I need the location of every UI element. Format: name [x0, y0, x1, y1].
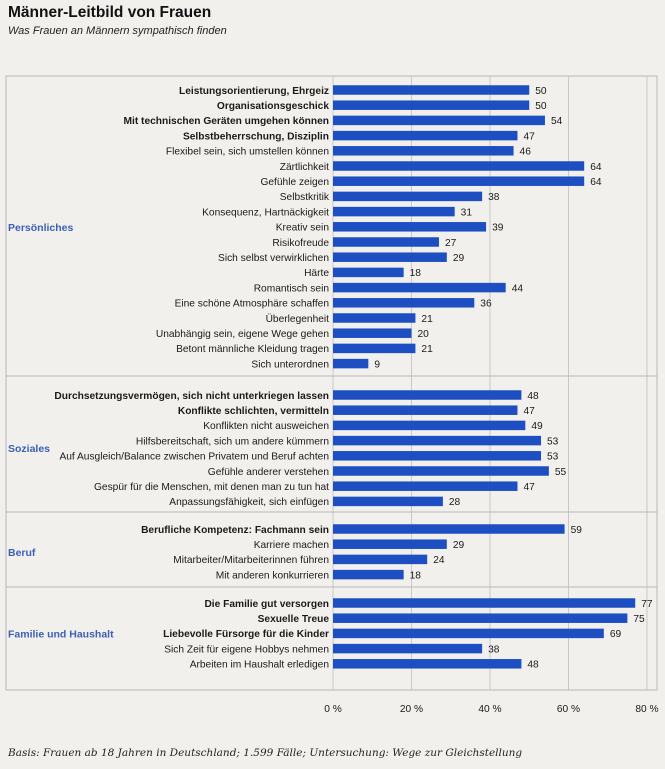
bar: [333, 146, 514, 156]
bar: [333, 421, 525, 431]
group-label: Familie und Haushalt: [8, 628, 114, 641]
bar: [333, 283, 506, 293]
category-label: Karriere machen: [253, 540, 329, 551]
bar: [333, 252, 447, 262]
bar: [333, 598, 635, 608]
value-label: 27: [444, 237, 457, 249]
category-label: Betont männliche Kleidung tragen: [176, 344, 329, 356]
value-label: 50: [535, 85, 547, 97]
category-label: Liebevolle Fürsorge für die Kinder: [163, 629, 329, 641]
bar: [333, 176, 584, 186]
value-label: 39: [492, 222, 504, 234]
value-label: 29: [452, 253, 465, 264]
category-label: Flexibel sein, sich umstellen können: [165, 146, 329, 158]
bar: [333, 116, 545, 126]
category-label: Härte: [304, 268, 329, 280]
bar: [333, 131, 517, 141]
category-label: Unabhängig sein, eigene Wege gehen: [155, 329, 329, 340]
value-label: 53: [547, 436, 559, 448]
group-label: Beruf: [8, 546, 36, 559]
bar: [333, 344, 415, 354]
chart-subtitle: Was Frauen an Männern sympathisch finden: [8, 25, 227, 37]
chart-title: Männer-Leitbild von Frauen: [8, 4, 212, 21]
bar: [333, 100, 529, 110]
category-label: Eine schöne Atmosphäre schaffen: [174, 298, 329, 310]
value-label: 50: [535, 101, 547, 112]
value-label: 47: [523, 131, 535, 143]
value-label: 18: [409, 570, 421, 582]
category-label: Kreativ sein: [275, 222, 329, 234]
bar: [333, 629, 604, 639]
category-label: Anpassungsfähigkeit, sich einfügen: [169, 497, 329, 509]
value-label: 69: [609, 629, 622, 641]
value-label: 59: [570, 524, 582, 536]
category-label: Konsequenz, Hartnäckigkeit: [202, 207, 329, 219]
bar: [333, 555, 427, 565]
category-label: Selbstkritik: [279, 192, 329, 204]
value-label: 64: [590, 177, 602, 188]
bar: [333, 613, 627, 623]
chart-footer: Basis: Frauen ab 18 Jahren in Deutschland; 1.599 Fälle; Untersuchung: Wege zur Gleichstellung: [8, 747, 523, 759]
category-label: Selbstbeherrschung, Disziplin: [182, 131, 329, 143]
value-label: 29: [452, 540, 465, 551]
x-tick-label: 20 %: [399, 704, 424, 715]
bar: [333, 644, 482, 654]
bar: [333, 207, 455, 217]
x-tick-label: 40 %: [478, 704, 502, 715]
bar: [333, 85, 529, 95]
bar: [333, 466, 549, 476]
bar: [333, 359, 368, 369]
bar: [333, 390, 521, 400]
bar: [333, 497, 443, 507]
value-label: 28: [448, 497, 461, 509]
bar: [333, 237, 439, 247]
bar: [333, 659, 521, 669]
value-label: 21: [421, 344, 433, 356]
value-label: 75: [633, 614, 645, 625]
bar: [333, 268, 404, 278]
group-label: Persönliches: [8, 221, 74, 234]
category-label: Hilfsbereitschaft, sich um andere kümmern: [135, 436, 329, 448]
value-label: 31: [460, 207, 473, 219]
value-label: 54: [550, 116, 563, 128]
value-label: 64: [590, 161, 602, 173]
bar: [333, 539, 447, 549]
value-label: 53: [547, 451, 559, 463]
value-label: 77: [641, 598, 653, 610]
x-tick-label: 0 %: [324, 704, 342, 715]
bar: [333, 570, 404, 580]
value-label: 18: [409, 268, 421, 280]
value-label: 48: [527, 659, 539, 671]
category-label: Mit technischen Geräten umgehen können: [123, 116, 329, 128]
bar: [333, 192, 482, 202]
category-label: Sich unterordnen: [251, 359, 329, 371]
category-label: Zärtlichkeit: [279, 161, 329, 173]
category-label: Gefühle anderer verstehen: [207, 466, 329, 478]
bar: [333, 328, 412, 338]
group-label: Soziales: [8, 443, 51, 456]
category-label: Sexuelle Treue: [257, 614, 329, 625]
category-label: Überlegenheit: [265, 313, 329, 325]
bar: [333, 161, 584, 171]
value-label: 38: [488, 644, 500, 656]
bar: [333, 524, 565, 534]
bar: [333, 405, 517, 415]
category-label: Arbeiten im Haushalt erledigen: [189, 659, 329, 671]
category-label: Die Familie gut versorgen: [204, 598, 329, 610]
category-label: Mit anderen konkurrieren: [215, 570, 329, 582]
bar: [333, 436, 541, 446]
category-label: Leistungsorientierung, Ehrgeiz: [179, 85, 329, 97]
category-label: Gespür für die Menschen, mit denen man zu tun hat: [93, 482, 329, 493]
value-label: 55: [554, 466, 567, 478]
category-label: Konflikte schlichten, vermitteln: [177, 406, 329, 417]
category-label: Gefühle zeigen: [260, 177, 329, 188]
value-label: 9: [374, 359, 380, 371]
value-label: 21: [421, 313, 433, 325]
bar: [333, 451, 541, 461]
category-label: Berufliche Kompetenz: Fachmann sein: [141, 524, 329, 536]
category-label: Sich selbst verwirklichen: [218, 253, 329, 264]
bar: [333, 222, 486, 232]
x-tick-label: 80 %: [635, 704, 659, 715]
value-label: 49: [531, 421, 543, 433]
value-label: 48: [527, 390, 539, 402]
category-label: Mitarbeiter/Mitarbeiterinnen führen: [173, 555, 329, 567]
category-label: Konflikten nicht ausweichen: [203, 421, 329, 433]
category-label: Organisationsgeschick: [216, 101, 329, 112]
value-label: 20: [417, 329, 429, 340]
bar: [333, 313, 415, 323]
category-label: Sich Zeit für eigene Hobbys nehmen: [164, 644, 329, 656]
value-label: 47: [523, 406, 535, 417]
value-label: 38: [488, 192, 500, 204]
bar: [333, 298, 474, 308]
category-label: Durchsetzungsvermögen, sich nicht unterkriegen lassen: [54, 390, 329, 402]
value-label: 46: [519, 146, 531, 158]
x-tick-label: 60 %: [556, 704, 581, 715]
category-label: Romantisch sein: [253, 283, 329, 295]
category-label: Auf Ausgleich/Balance zwischen Privatem und Beruf achten: [59, 451, 329, 463]
bar: [333, 481, 517, 491]
value-label: 44: [511, 283, 524, 295]
value-label: 36: [480, 298, 492, 310]
value-label: 24: [433, 555, 445, 567]
category-label: Risikofreude: [272, 237, 329, 249]
value-label: 47: [523, 482, 535, 493]
